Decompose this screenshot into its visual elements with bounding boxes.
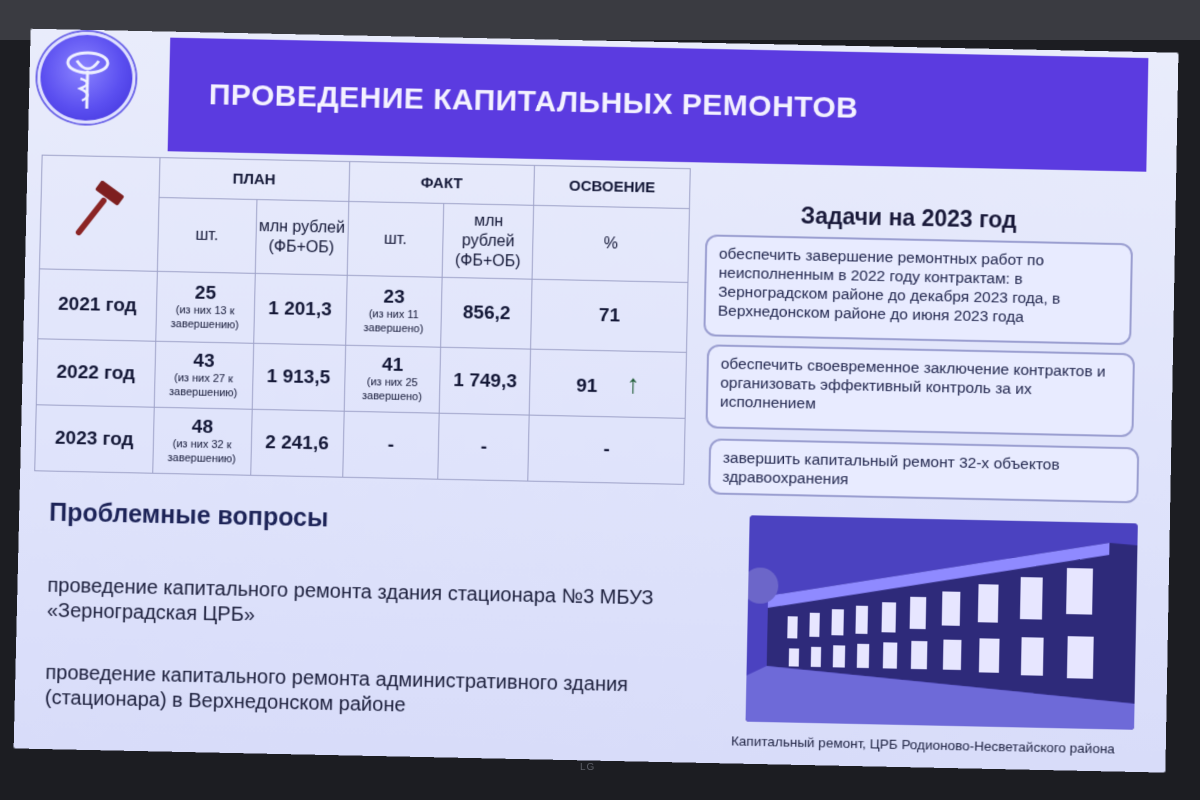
hammer-icon: [69, 180, 130, 241]
fact-count-cell: [345, 275, 442, 347]
fact-note: (из них 25 завершено): [361, 375, 423, 403]
fact-count: 23: [383, 286, 405, 308]
fact-money: 1 749,3: [440, 347, 531, 415]
fact-money-header: млн рублей (ФБ+ОБ): [442, 203, 533, 279]
row-year: 2021 год: [38, 269, 157, 341]
percent-value: 71: [531, 279, 688, 352]
plan-units-header: шт.: [157, 197, 256, 273]
plan-count: 48: [191, 416, 214, 438]
table-row: [35, 405, 685, 485]
percent-value: -: [528, 415, 685, 484]
plan-money: 1 913,5: [252, 343, 345, 411]
mastery-header: ОСВОЕНИЕ: [534, 165, 690, 208]
fact-units-header: шт.: [347, 201, 444, 277]
presentation-screen: [14, 29, 1179, 773]
photo-caption: Капитальный ремонт, ЦРБ Родионово-Несветайского района: [730, 733, 1115, 757]
title-bar: [168, 38, 1149, 172]
plan-money: 1 201,3: [253, 273, 346, 345]
task-item: обеспечить завершение ремонтных работ по неисполненным в 2022 году контрактам: в Зерноградском районе до декабря 2023 года, в Верхнедонском районе до июня 2023 года: [703, 234, 1133, 345]
hospital-building-photo: [746, 515, 1138, 730]
row-year: 2023 год: [35, 405, 154, 473]
percent-value: 91: [575, 375, 598, 398]
fact-header: ФАКТ: [348, 162, 534, 206]
hammer-icon-cell: [39, 155, 159, 271]
task-item: завершить капитальный ремонт 32-х объектов здравоохранения: [708, 438, 1139, 503]
plan-count-cell: [156, 271, 255, 343]
tv-brand-logo: LG: [580, 762, 596, 773]
slide-title: ПРОВЕДЕНИЕ КАПИТАЛЬНЫХ РЕМОНТОВ: [208, 78, 859, 125]
tasks-title: Задачи на 2023 год: [800, 202, 1017, 233]
problem-item: проведение капитального ремонта административного здания (стационара) в Верхнедонском районе: [44, 661, 629, 717]
plan-header: ПЛАН: [159, 158, 349, 202]
fact-note: (из них 11 завершено): [363, 307, 424, 335]
problems-title: Проблемные вопросы: [48, 498, 329, 533]
task-item: обеспечить своевременное заключение контрактов и организовать эффективный контроль за их исполнением: [705, 344, 1135, 437]
fact-count-cell: [344, 345, 441, 413]
plan-money-header: млн рублей (ФБ+ОБ): [255, 200, 348, 276]
row-year: 2022 год: [36, 339, 155, 407]
plan-note: (из них 32 к завершению): [167, 437, 237, 465]
plan-note: (из них 13 к завершению): [170, 303, 240, 332]
fact-count: -: [342, 411, 439, 479]
plan-count: 25: [194, 282, 217, 304]
repairs-table: [34, 155, 691, 485]
fact-count: 41: [381, 354, 404, 376]
fact-money: 856,2: [441, 277, 532, 349]
plan-count: 43: [193, 350, 215, 372]
fact-money: -: [438, 413, 529, 481]
percent-cell: [529, 349, 686, 418]
problem-item: проведение капитального ремонта здания стационара №3 МБУЗ «Зерноградская ЦРБ»: [46, 574, 654, 627]
plan-money: 2 241,6: [250, 409, 343, 477]
plan-count-cell: [154, 341, 253, 409]
up-arrow-icon: ↑: [626, 368, 640, 399]
percent-header: %: [532, 205, 689, 282]
plan-note: (из них 27 к завершению): [169, 371, 238, 399]
medical-caduceus-icon: [36, 31, 136, 125]
plan-count-cell: [152, 407, 251, 475]
